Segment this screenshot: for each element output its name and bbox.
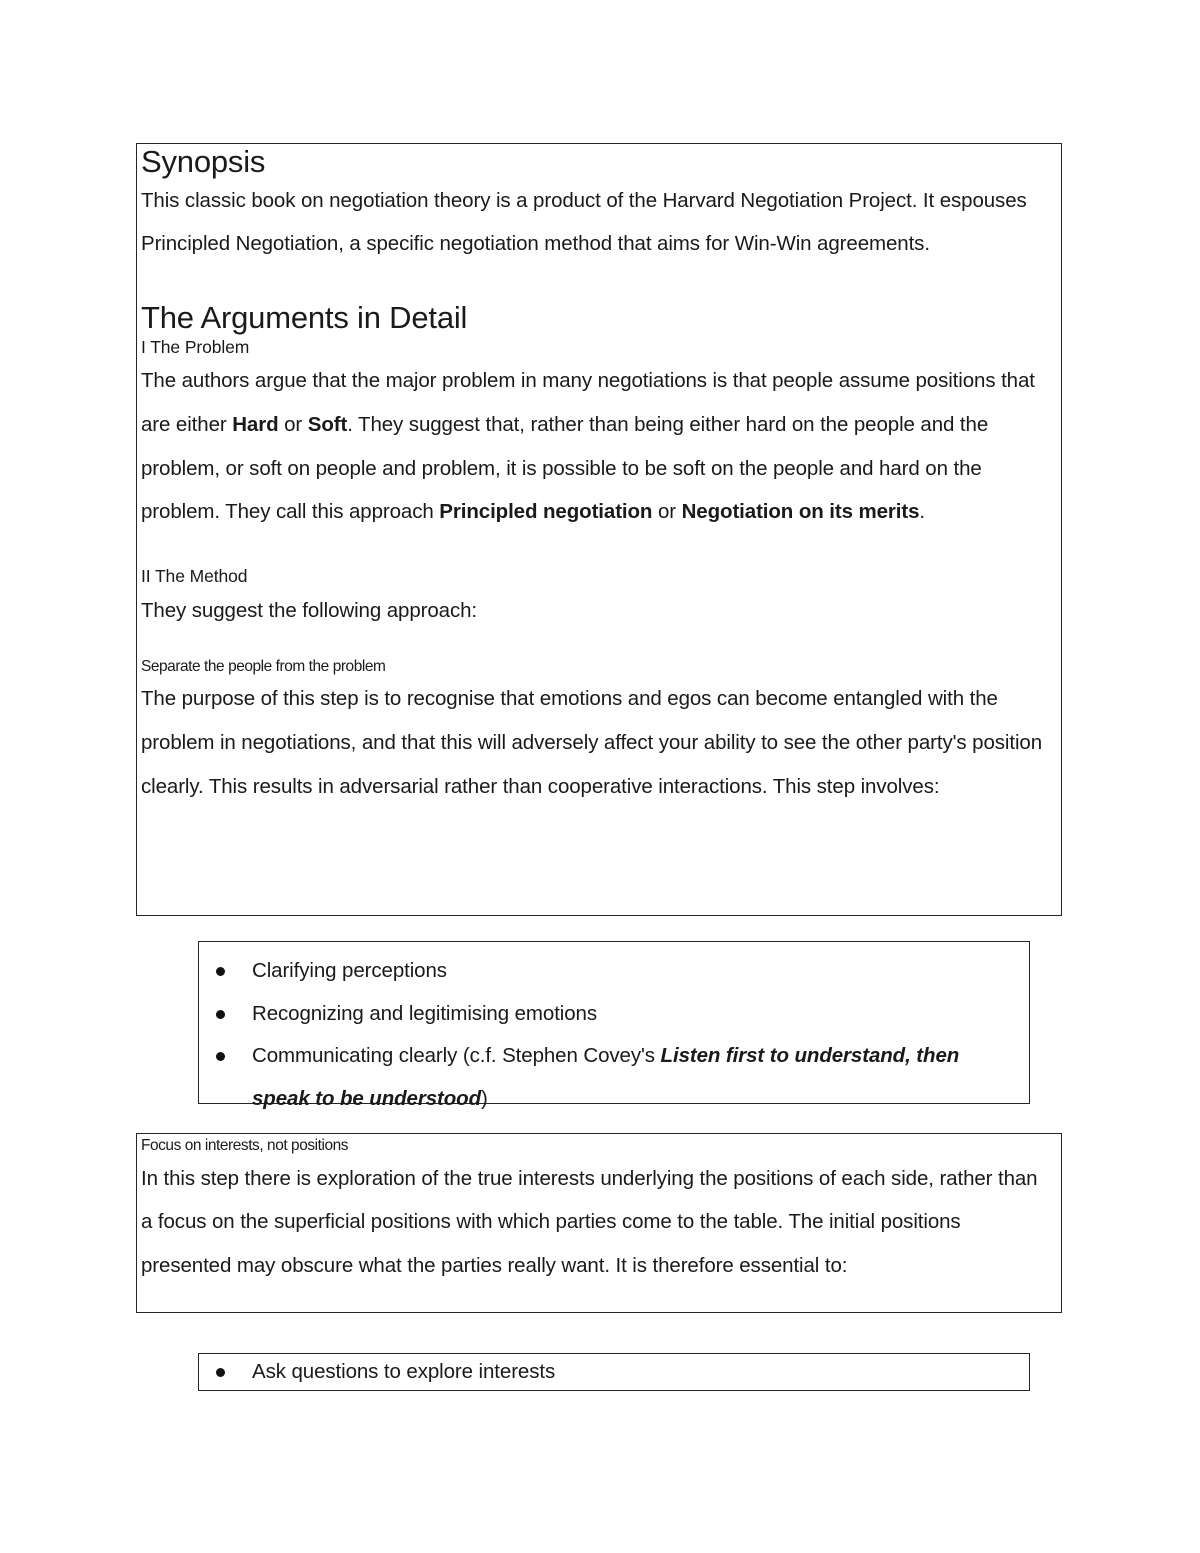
list-item	[207, 950, 1019, 993]
spacer-after-method	[141, 633, 1051, 657]
problem-bold-principled-negotiation: Principled negotiation	[439, 500, 653, 524]
problem-bold-hard: Hard	[232, 413, 279, 437]
problem-section-label: I The Problem	[141, 336, 250, 357]
focus-interests-bullet-list	[207, 1357, 1019, 1388]
list-item-emphasis: Listen first to understand, then speak to be understood	[252, 1044, 960, 1110]
arguments-heading: The Arguments in Detail	[141, 299, 468, 335]
problem-paragraph	[141, 359, 1051, 534]
synopsis-paragraph: This classic book on negotiation theory is a product of the Harvard Negotiation Project. It espouses Principled Negotiation, a specific negotiation method that aims for Win-Win agreements.	[141, 188, 1027, 256]
list-item-text: Recognizing and legitimising emotions	[252, 1001, 597, 1025]
list-item	[207, 1357, 1019, 1388]
list-item	[207, 993, 1019, 1036]
bullet-dot-icon	[216, 967, 225, 976]
focus-interests-bullet-box	[198, 1353, 1030, 1391]
problem-text-1: The authors argue that the major problem in many negotiations is that people assume positions that are either	[141, 369, 1035, 437]
list-item	[207, 1035, 1019, 1120]
separate-people-paragraph: The purpose of this step is to recognise that emotions and egos can become entangled with the problem in negotiations, and that this will adversely affect your ability to see the other party's position clearly. This results in adversarial rather than cooperative interactions. This step involves:	[141, 687, 1043, 798]
bullet-dot-icon	[216, 1010, 225, 1019]
focus-interests-box	[136, 1133, 1062, 1313]
problem-text-3: . They suggest that, rather than being either hard on the people and the problem, or soft on people and problem, it is possible to be soft on the people and hard on the problem. They call this approach	[141, 413, 989, 524]
separate-people-bullet-list	[207, 950, 1019, 1121]
focus-interests-paragraph: In this step there is exploration of the true interests underlying the positions of each side, rather than a focus on the superficial positions with which parties come to the table. The initial positions presented may obscure what the parties really want. It is therefore essential to:	[141, 1166, 1038, 1278]
method-section-label: II The Method	[141, 566, 248, 586]
list-item-text: Ask questions to explore interests	[252, 1360, 556, 1383]
focus-interests-subheading: Focus on interests, not positions	[141, 1137, 349, 1154]
list-item-text-tail: )	[481, 1086, 488, 1110]
problem-text-4: or	[652, 500, 682, 524]
method-intro-paragraph: They suggest the following approach:	[141, 598, 478, 622]
main-content-box	[136, 143, 1062, 916]
bullet-dot-icon	[216, 1368, 225, 1377]
spacer-after-problem	[141, 534, 1051, 564]
problem-text-2: or	[278, 413, 308, 437]
problem-text-5: .	[919, 500, 926, 524]
list-item-text: Communicating clearly (c.f. Stephen Covey's	[252, 1044, 661, 1068]
separate-people-subheading: Separate the people from the problem	[141, 657, 386, 675]
separate-people-bullet-box	[198, 941, 1030, 1110]
list-item-text: Clarifying perceptions	[252, 959, 447, 982]
problem-bold-negotiation-on-its-merits: Negotiation on its merits	[681, 500, 920, 524]
bullet-dot-icon	[216, 1052, 225, 1061]
problem-bold-soft: Soft	[307, 413, 348, 437]
page-title: Synopsis	[141, 144, 266, 179]
